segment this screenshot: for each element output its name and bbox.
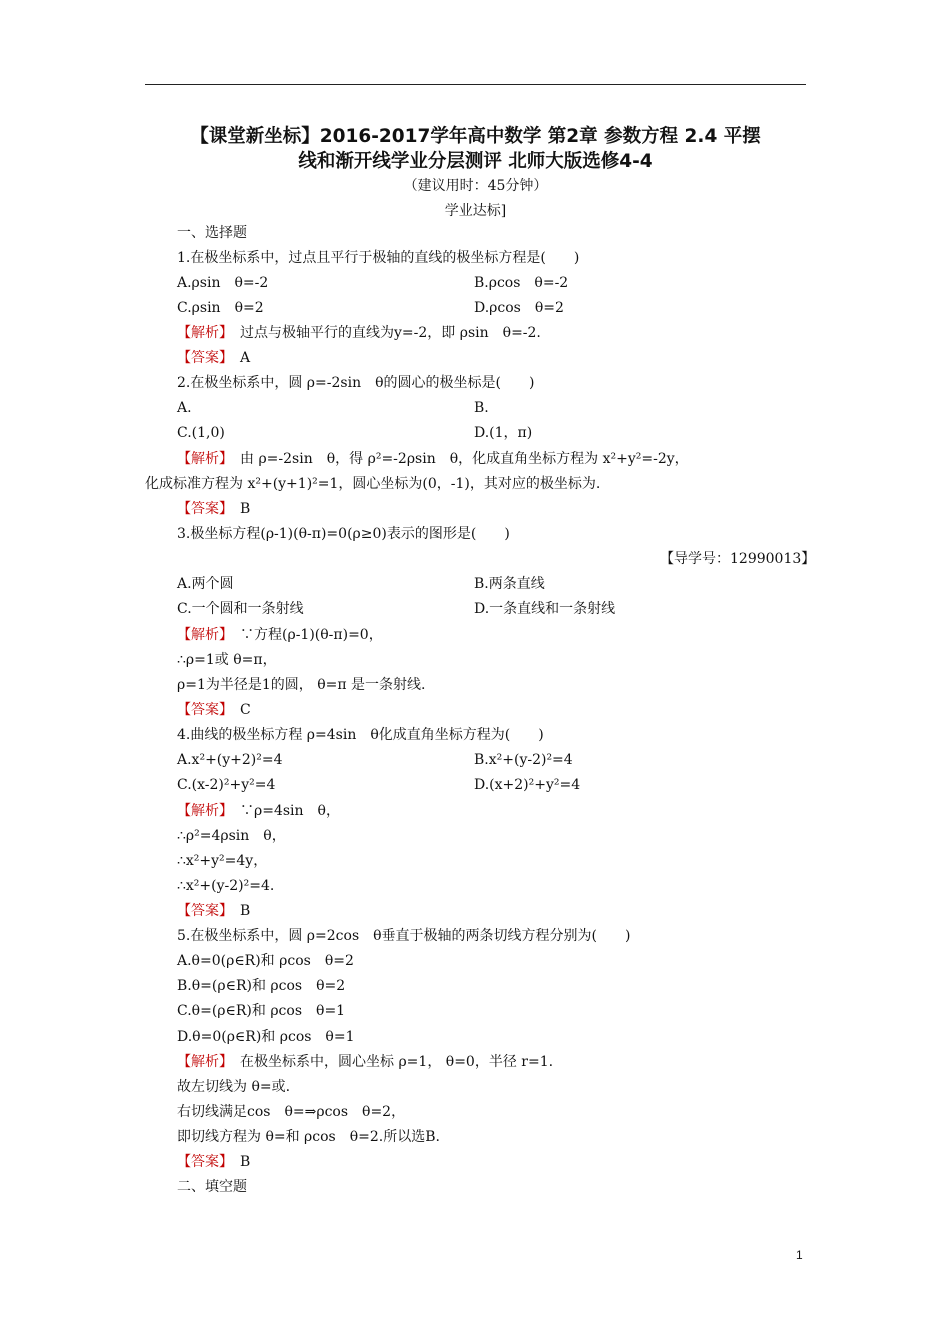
part-heading-choice: 一、选择题 [177,225,247,241]
answer-text: B [226,1154,251,1170]
analysis-tag: 【解析】 [177,325,226,341]
analysis-tag: 【解析】 [177,803,226,819]
q1-option-c: C.ρsin θ=2 [177,300,264,316]
q3-analysis [177,626,383,644]
answer-tag: 【答案】 [177,1154,226,1170]
answer-text: A [226,350,251,366]
q4-option-d: D.(x+2)²+y²=4 [474,777,581,793]
q3-stem: 3.极坐标方程(ρ-1)(θ-π)=0(ρ≥0)表示的图形是( ) [177,526,510,542]
q5-answer [177,1153,250,1171]
q1-option-b: B.ρcos θ=-2 [474,275,569,291]
q1-option-d: D.ρcos θ=2 [474,300,564,316]
q3-analysis-3: ρ=1为半径是1的圆， θ=π 是一条射线. [177,677,426,693]
q2-option-c: C.(1,0) [177,425,225,441]
q2-option-b: B. [474,400,489,416]
q4-analysis-3: ∴x²+y²=4y， [177,853,268,869]
q5-analysis-4: 即切线方程为 θ=和 ρcos θ=2.所以选B. [177,1129,440,1145]
analysis-text: 由 ρ=-2sin θ，得 ρ²=-2ρsin θ，化成直角坐标方程为 x²+y²=-2y， [226,451,689,467]
document-title [145,124,806,174]
q3-option-c: C.一个圆和一条射线 [177,601,304,617]
q3-option-a: A.两个圆 [177,576,234,592]
q4-stem: 4.曲线的极坐标方程 ρ=4sin θ化成直角坐标方程为( ) [177,727,544,743]
q5-option-a: A.θ=0(ρ∈R)和 ρcos θ=2 [177,953,354,969]
q4-option-a: A.x²+(y+2)²=4 [177,752,283,768]
answer-tag: 【答案】 [177,702,226,718]
q3-option-d: D.一条直线和一条射线 [474,601,616,617]
q3-answer [177,701,251,719]
answer-tag: 【答案】 [177,501,226,517]
q5-stem: 5.在极坐标系中，圆 ρ=2cos θ垂直于极轴的两条切线方程分别为( ) [177,928,631,944]
section-label: 学业达标] [444,203,507,219]
q1-option-a: A.ρsin θ=-2 [177,275,269,291]
time-hint: （建议用时：45分钟） [403,178,548,194]
analysis-tag: 【解析】 [177,1054,226,1070]
q4-analysis [177,802,340,820]
q5-analysis-3: 右切线满足cos θ=⇒ρcos θ=2， [177,1104,406,1120]
q1-answer [177,349,250,367]
q4-analysis-2: ∴ρ²=4ρsin θ， [177,828,286,844]
q3-analysis-2: ∴ρ=1或 θ=π， [177,652,277,668]
answer-text: C [226,702,251,718]
q2-option-a: A. [177,400,192,416]
q4-analysis-4: ∴x²+(y-2)²=4. [177,878,275,894]
q5-option-b: B.θ=(ρ∈R)和 ρcos θ=2 [177,978,346,994]
q4-answer [177,902,250,920]
q4-option-c: C.(x-2)²+y²=4 [177,777,276,793]
q5-analysis-2: 故左切线为 θ=或. [177,1079,291,1095]
q3-ref-number: 【导学号：12990013】 [660,551,816,567]
q4-option-b: B.x²+(y-2)²=4 [474,752,573,768]
header-rule [145,84,806,85]
q3-option-b: B.两条直线 [474,576,545,592]
analysis-text: ∵方程(ρ-1)(θ-π)=0， [226,627,383,643]
q1-stem: 1.在极坐标系中，过点且平行于极轴的直线的极坐标方程是( ) [177,250,580,266]
answer-text: B [226,501,251,517]
q2-stem: 2.在极坐标系中，圆 ρ=-2sin θ的圆心的极坐标是( ) [177,375,535,391]
q2-option-d: D.(1，π) [474,425,533,441]
q1-analysis [177,324,541,342]
part-heading-fill: 二、填空题 [177,1179,247,1195]
q5-analysis [177,1053,553,1071]
analysis-text: 在极坐标系中，圆心坐标 ρ=1， θ=0，半径 r=1. [226,1054,554,1070]
q2-analysis-cont: 化成标准方程为 x²+(y+1)²=1，圆心坐标为(0，-1)，其对应的极坐标为. [145,476,601,492]
analysis-tag: 【解析】 [177,451,226,467]
analysis-text: ∵ρ=4sin θ， [226,803,340,819]
answer-text: B [226,903,251,919]
q5-option-d: D.θ=0(ρ∈R)和 ρcos θ=1 [177,1029,355,1045]
answer-tag: 【答案】 [177,903,226,919]
answer-tag: 【答案】 [177,350,226,366]
analysis-text: 过点与极轴平行的直线为y=-2，即 ρsin θ=-2. [226,325,541,341]
analysis-tag: 【解析】 [177,627,226,643]
q5-option-c: C.θ=(ρ∈R)和 ρcos θ=1 [177,1003,346,1019]
title-line-1: 【课堂新坐标】2016-2017学年高中数学 第2章 参数方程 2.4 平摆 [190,126,761,147]
title-line-2: 线和渐开线学业分层测评 北师大版选修4-4 [298,151,653,172]
q2-answer [177,500,250,518]
q2-analysis [177,450,689,468]
page-number: 1 [796,1248,803,1262]
